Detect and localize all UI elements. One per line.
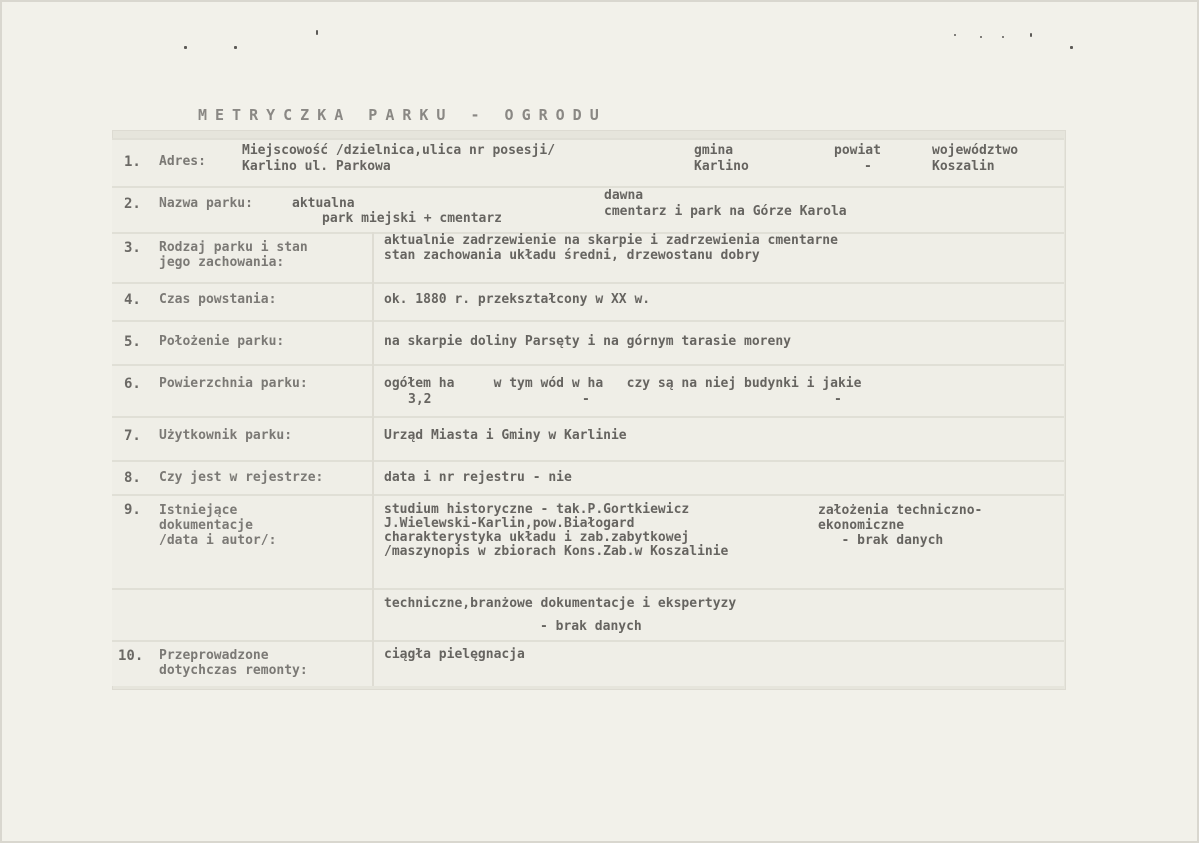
woj-header: województwo [932,143,1019,158]
row-number: 9. [124,502,141,518]
historical-study: studium historyczne - tak.P.Gortkiewicz J.Wielewski-Karlin,pow.Białogard charakterystyka układu i zab.zabytkowej /maszynopis w zbiorach Kons.Zab.w Koszalinie [384,502,729,559]
row-label: Czy jest w rejestrze: [159,470,324,485]
powiat-value: - [864,159,872,174]
current-name-label: aktualna [292,196,355,211]
row-number: 5. [124,334,141,350]
powiat-header: powiat [834,143,881,158]
row-number: 8. [124,470,141,486]
row-label: Przeprowadzone dotychczas remonty: [159,648,308,678]
row-value: ogółem ha w tym wód w ha czy są na niej budynki i jakie [384,376,862,391]
area-water: - [582,392,590,407]
speck [1030,33,1032,37]
row-number: 6. [124,376,141,392]
current-name-value: park miejski + cmentarz [322,211,503,226]
row-number: 1. [124,154,141,170]
row-number: 10. [118,648,144,664]
row-area [112,364,1064,416]
row-label: Czas powstania: [159,292,277,307]
gmina-value: Karlino [694,159,749,174]
row-creation-time [112,282,1064,320]
row-label: Rodzaj parku i stan jego zachowania: [159,240,308,270]
column-divider [372,232,374,686]
speck [954,34,956,36]
row-number: 2. [124,196,141,212]
speck [234,46,237,49]
row-label: Powierzchnia parku: [159,376,308,391]
row-user [112,416,1064,460]
document-title: METRYCZKA PARKU - OGRODU [198,106,607,124]
technical-docs: techniczne,branżowe dokumentacje i ekspertyzy [384,596,737,611]
location-header: Miejscowość /dzielnica,ulica nr posesji/ [242,143,556,158]
row-label: Nazwa parku: [159,196,253,211]
area-total: 3,2 [408,392,432,407]
row-value: ciągła pielęgnacja [384,647,525,662]
speck [316,30,318,35]
row-value: ok. 1880 r. przekształcony w XX w. [384,292,651,307]
row-label: Użytkownik parku: [159,428,293,443]
row-value: Urząd Miasta i Gminy w Karlinie [384,428,627,443]
row-label: Istniejące dokumentacje /data i autor/: [159,503,277,548]
row-location [112,320,1064,364]
row-park-name [112,186,1064,232]
row-number: 3. [124,240,141,256]
former-name-value: cmentarz i park na Górze Karola [604,204,847,219]
row-value: data i nr rejestru - nie [384,470,572,485]
row-number: 7. [124,428,141,444]
row-renovations [112,640,1064,686]
row-documentation [112,494,1064,640]
speck [184,46,187,49]
row-value: aktualnie zadrzewienie na skarpie i zadrzewienia cmentarne stan zachowania układu średni, drzewostanu dobry [384,233,838,263]
row-registry [112,460,1064,494]
row-park-type [112,232,1064,282]
buildings-value: - [834,392,842,407]
row-address [112,138,1064,186]
row-label: Adres: [159,154,206,169]
woj-value: Koszalin [932,159,995,174]
location-value: Karlino ul. Parkowa [242,159,391,174]
former-name-label: dawna [604,188,644,203]
speck [980,36,982,38]
divider [112,588,1064,590]
row-value: na skarpie doliny Parsęty i na górnym tarasie moreny [384,334,791,349]
speck [1070,46,1073,49]
gmina-header: gmina [694,143,734,158]
technical-assumptions: założenia techniczno- ekonomiczne - brak danych [818,503,983,548]
row-number: 4. [124,292,141,308]
speck [1002,36,1004,38]
row-label: Położenie parku: [159,334,285,349]
technical-docs-value: - brak danych [540,619,642,634]
